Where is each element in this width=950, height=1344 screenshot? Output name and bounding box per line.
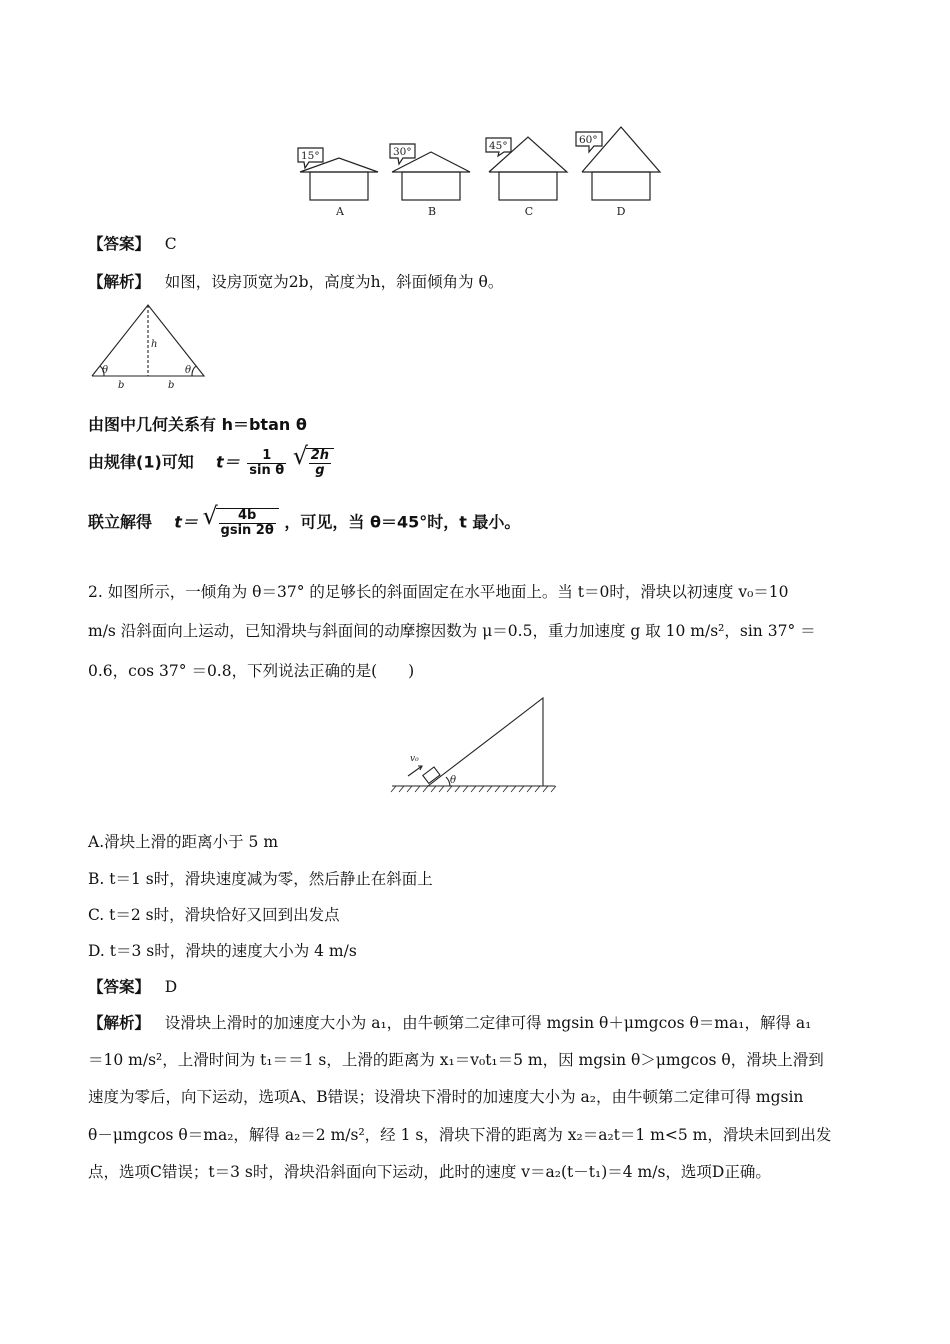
q1-eq2-num: 1 (247, 449, 286, 464)
q1-eq3-num: √ 4b (219, 509, 276, 524)
q2-analysis-line4: θ－μmgcos θ＝ma₂，解得 a₂＝2 m/s²，经 1 s，滑块下滑的距离为 x₂＝a₂t＝1 m<5 m，滑块未回到出发 (88, 1126, 832, 1144)
house-c-label: C (524, 205, 534, 218)
q2-option-c: C. t＝2 s时，滑块恰好又回到出发点 (88, 906, 340, 924)
house-a-angle: 15° (301, 150, 320, 162)
q2-stem-line3: 0.6，cos 37° ＝0.8，下列说法正确的是( ) (88, 662, 415, 680)
q1-analysis-text: 如图，设房顶宽为2b，高度为h，斜面倾角为 θ。 (164, 273, 504, 291)
q2-option-a: A.滑块上滑的距离小于 5 m (88, 833, 279, 851)
incline-figure (390, 695, 560, 800)
house-b-label: B (427, 205, 437, 218)
house-d-label: D (616, 205, 626, 218)
q1-eq2-fraction (247, 449, 286, 478)
triangle-theta-right: θ (185, 365, 192, 376)
incline-theta-label: θ (450, 775, 457, 786)
q1-eq3-sqrt (216, 508, 279, 538)
q1-eq3-den: gsin 2θ (220, 523, 274, 538)
incline-v0-label: v₀ (410, 754, 419, 764)
house-angle-labels (301, 134, 598, 162)
q2-analysis-line3: 速度为零后，向下运动，选项A、B错误；设滑块下滑时的加速度大小为 a₂，由牛顿第二定律可得 mgsin (88, 1088, 804, 1106)
q1-eq3-t: t＝ (174, 512, 198, 532)
q2-analysis-tag: 【解析】 (88, 1013, 151, 1032)
house-c-angle: 45° (489, 140, 508, 152)
q2-stem-line2: m/s 沿斜面向上运动，已知滑块与斜面间的动摩擦因数为 μ＝0.5，重力加速度 g 取 10 m/s²，sin 37° ＝ (88, 622, 816, 640)
q2-analysis-line2: ＝10 m/s²，上滑时间为 t₁＝＝1 s，上滑的距离为 x₁＝v₀t₁＝5 m，因 mgsin θ＞μmgcos θ，滑块上滑到 (88, 1051, 824, 1069)
q2-analysis-line5: 点，选项C错误；t＝3 s时，滑块沿斜面向下运动，此时的速度 v＝a₂(t－t₁)＝4 m/s，选项D正确。 (88, 1163, 771, 1181)
q2-analysis-line1 (88, 1012, 811, 1034)
house-d-angle: 60° (579, 134, 598, 146)
q1-eq3 (88, 508, 520, 538)
q1-eq2-den: sin θ (249, 462, 285, 478)
triangle-h-label: h (151, 339, 158, 350)
q1-eq2 (88, 448, 334, 478)
q2-answer-tag: 【答案】 (88, 977, 151, 996)
q2-option-b: B. t＝1 s时，滑块速度减为零，然后静止在斜面上 (88, 870, 433, 888)
q1-eq2-rnum: √ 2h (310, 448, 330, 463)
q1-eq2-prefix: 由规律(1)可知 (88, 452, 194, 472)
house-a-label: A (336, 205, 344, 218)
q1-eq3-suffix: ，可见，当 θ＝45°时，t 最小。 (284, 512, 521, 532)
q2-option-d: D. t＝3 s时，滑块的速度大小为 4 m/s (88, 942, 357, 960)
q1-eq2-sqrt (306, 448, 334, 478)
triangle-b-right: b (168, 380, 175, 391)
house-b-angle: 30° (393, 146, 412, 158)
roof-triangle-figure (86, 300, 216, 392)
q2-analysis-text1: 设滑块上滑时的加速度大小为 a₁，由牛顿第二定律可得 mgsin θ＋μmgcos θ＝ma₁，解得 a₁ (164, 1014, 812, 1032)
triangle-b-left: b (118, 380, 125, 391)
house-letter-labels (335, 205, 626, 218)
q1-eq1: 由图中几何关系有 h＝btan θ (88, 415, 307, 434)
q2-answer-value: D (164, 978, 178, 996)
houses-figure (292, 122, 662, 222)
q2-answer-line (88, 976, 177, 998)
q1-analysis-tag: 【解析】 (88, 272, 151, 291)
q1-eq2-t: t＝ (216, 452, 240, 472)
q1-answer-line (88, 233, 177, 255)
q1-answer-tag: 【答案】 (88, 234, 151, 253)
q1-eq2-rden: g (315, 463, 325, 478)
q1-analysis-line (88, 271, 503, 293)
q1-eq3-prefix: 联立解得 (88, 512, 153, 532)
triangle-theta-left: θ (102, 365, 109, 376)
q2-stem-line1: 2. 如图所示，一倾角为 θ＝37° 的足够长的斜面固定在水平地面上。当 t＝0时，滑块以初速度 v₀＝10 (88, 583, 789, 601)
q1-answer-value: C (164, 235, 177, 253)
